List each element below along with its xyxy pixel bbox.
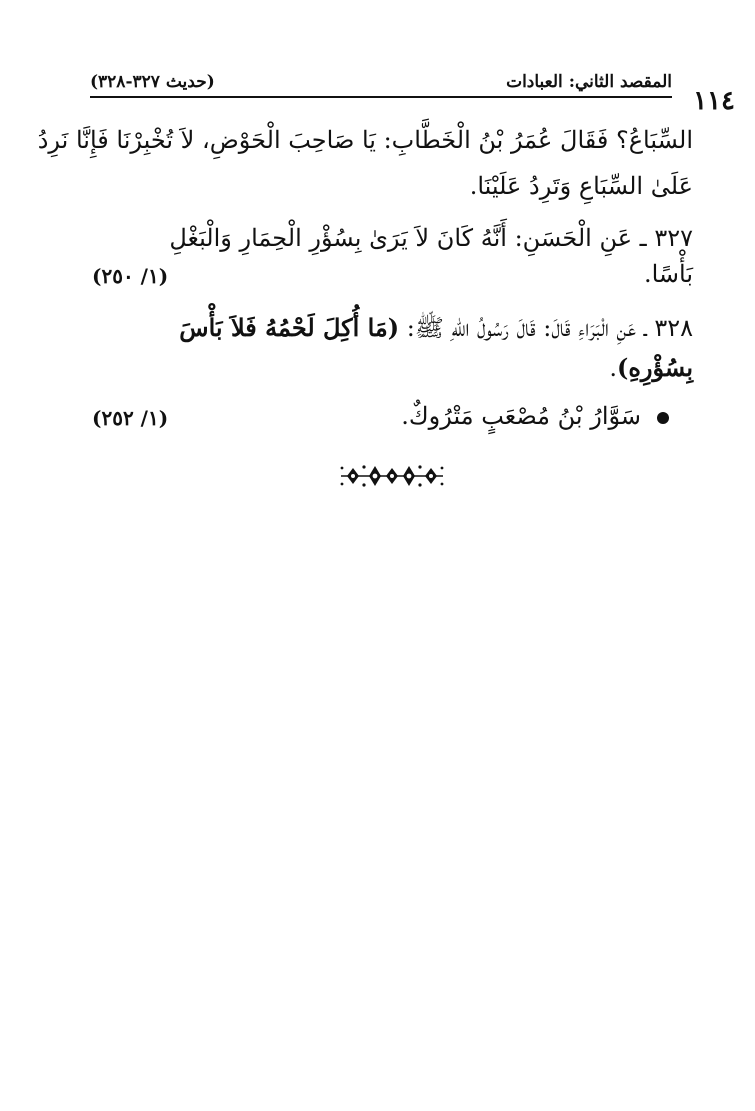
hadith-328-line-1 (61, 313, 693, 342)
running-header (90, 66, 672, 98)
header-hadith-range: (حديث ٣٢٧-٣٢٨) (90, 72, 215, 92)
hadith-328-quote-part-1: (مَا أُكِلَ لَحْمُهُ فَلاَ بَأْسَ (179, 313, 400, 342)
bullet-icon (657, 412, 669, 424)
narrator-note: سَوَّارُ بْنُ مُصْعَبٍ مَتْرُوكٌ. (401, 402, 641, 430)
page-number: ١١٤ (693, 86, 735, 116)
hadith-328-intro: ٣٢٨ ـ عَنِ الْبَرَاءِ قَالَ: قَالَ رَسُولُ اللهِ ﷺ: (406, 314, 693, 342)
hadith-327-line-1: ٣٢٧ ـ عَنِ الْحَسَنِ: أَنَّهُ كَانَ لاَ يَرَىٰ بِسُؤْرِ الْحِمَارِ وَالْبَغْلِ (169, 224, 693, 252)
hadith-328-end: . (609, 354, 617, 382)
hadith-327-line-2: بَأْسًا. (643, 260, 693, 288)
text-line-2: عَلَىٰ السِّبَاعِ وَتَرِدُ عَلَيْنَا. (469, 172, 693, 200)
text-line-1: السِّبَاعُ؟ فَقَالَ عُمَرُ بْنُ الْخَطَّابِ: يَا صَاحِبَ الْحَوْضِ، لاَ تُخْبِرْنَا فَإِنَّا نَرِدُ (37, 126, 693, 154)
narrator-note-reference: (١/ ٢٥٢) (92, 406, 169, 430)
header-chapter-title: المقصد الثاني: العبادات (506, 72, 672, 92)
hadith-328-quote-part-2: بِسُؤْرِهِ) (616, 353, 693, 382)
hadith-327-reference: (١/ ٢٥٠) (92, 264, 169, 288)
section-divider-ornament-icon (339, 462, 445, 490)
hadith-328-line-2 (61, 353, 693, 382)
